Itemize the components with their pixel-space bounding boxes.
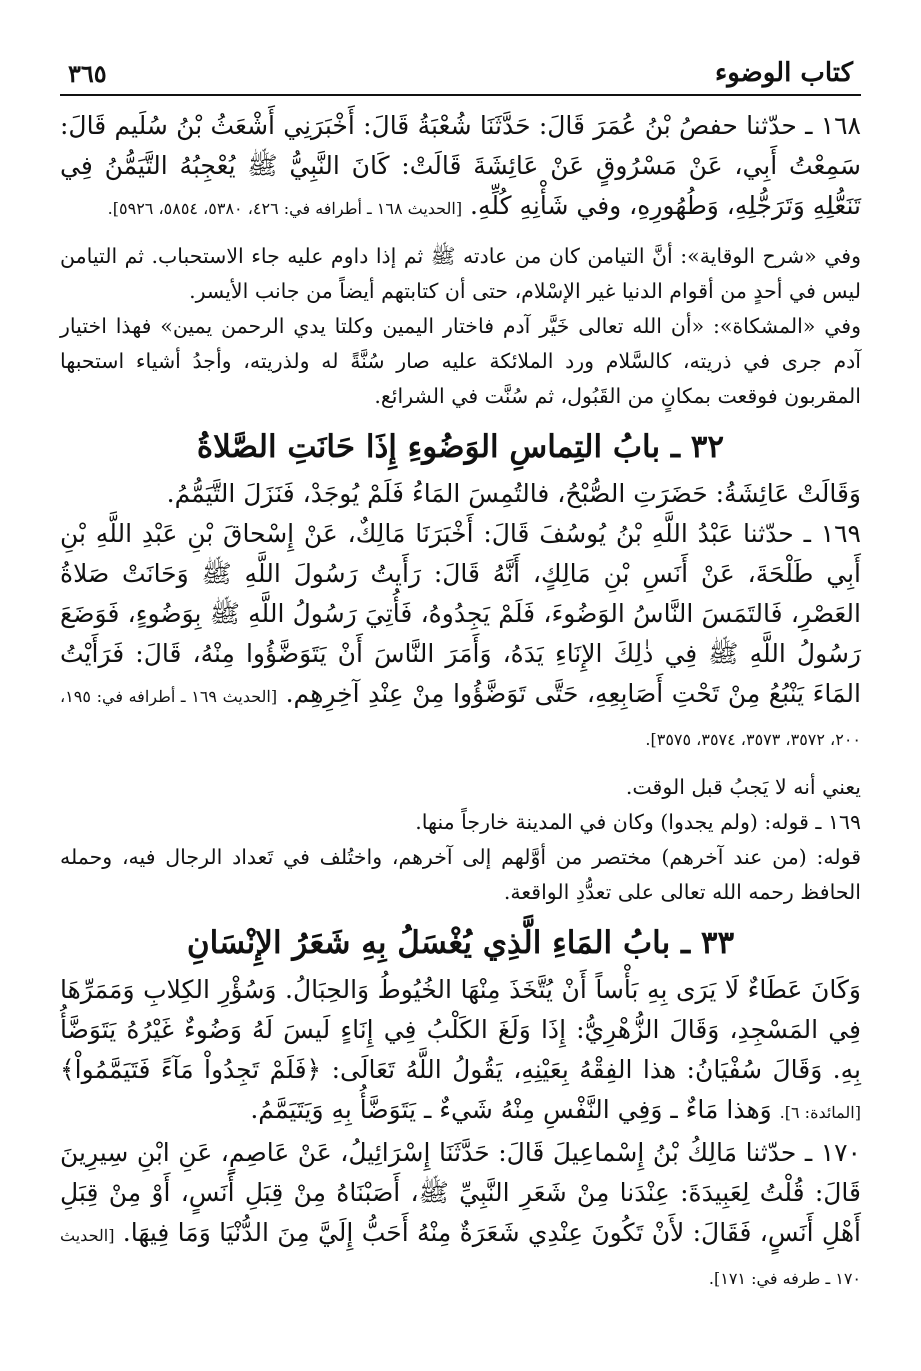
hadith-170 [60,1133,861,1299]
chapter-33-intro-text: وَكَانَ عَطَاءٌ لَا يَرَى بِهِ بَأْساً أَنْ يُتَّخَذَ مِنْهَا الخُيُوطُ وَالحِبَالُ. وَسُؤْرِ الكِلابِ وَمَمَرِّهَا فِي المَسْجِدِ، وَقَالَ الزُّهْرِيُّ: إِذَا وَلَغَ الكَلْبُ فِي إِنَاءٍ لَيسَ لَهُ وَضُوءٌ غَيْرُهُ يَتَوَضَّأُ بِهِ. وَقَالَ سُفْيَانُ: هذا الفِقْهُ بِعَيْنِهِ، يَقُولُ اللَّهُ تَعَالَى: ﴿فَلَمْ تَجِدُواْ مَآءً فَتَيَمَّمُواْ﴾ [60,975,861,1084]
commentary-2-line1: يعني أنه لا يَجبُ قبل الوقت. [625,775,861,799]
hadith-170-ref: [الحديث ١٧٠ ـ طرفه في: ١٧١]. [60,1226,861,1288]
page-header [60,48,861,96]
chapter-33-intro-end: وَهذا مَاءٌ ـ وَفِي النَّفْسِ مِنْهُ شَيءٌ ـ يَتَوَضَّأُ بِهِ وَيَتَيَمَّمُ. [250,1095,772,1124]
hadith-168-ref: [الحديث ١٦٨ ـ أطرافه في: ٤٢٦، ٥٣٨٠، ٥٨٥٤، ٥٩٢٦]. [107,199,463,218]
chapter-33-title: ٣٣ ـ بابُ المَاءِ الَّذِي يُغْسَلُ بِهِ شَعَرُ الإِنْسَانِ [186,925,735,961]
commentary-2-line3: قوله: (من عند آخرهم) مختصر من أوَّلهم إلى آخرهم، واختُلف في تَعداد الرجال فيه، وحمله الحافظ رحمه الله تعالى على تعدُّدِ الواقعة. [60,845,861,904]
chapter-32-title: ٣٢ ـ بابُ التِماسِ الوَضُوءِ إِذَا حَانَتِ الصَّلاةُ [196,429,725,465]
chapter-33-verse-ref: [المائدة: ٦]. [779,1103,861,1122]
commentary-2 [60,770,861,910]
hadith-168-text: ١٦٨ ـ حدّثنا حفصُ بْنُ عُمَرَ قَالَ: حَدَّثَنَا شُعْبَةُ قَالَ: أَخْبَرَنِي أَشْعَثُ بْنُ سُلَيم قَالَ: سَمِعْتُ أَبِي، عَنْ مَسْرُوقٍ عَنْ عَائِشَةَ قَالَتْ: كَانَ النَّبِيُّ ﷺ يُعْجِبُهُ التَّيَمُّنُ فِي تَنَعُّلِهِ وَتَرَجُّلِهِ، وَطُهُورِهِ، وفي شَأْنِهِ كُلِّهِ. [60,111,861,220]
commentary-1 [60,239,861,414]
commentary-1-line2: وفي «المشكاة»: «أن الله تعالى خَيَّر آدم فاختار اليمين وكلتا يدي الرحمن يمين» فهذا اختيار آدم جرى في ذريته، كالسَّلام ورد الملائكة عليه صار سُنَّةً له ولذريته، وأجدُ أشياء استحبها المقربون فوقعت بمكانٍ من القَبُول، ثم سُنَّت في الشرائع. [60,314,861,408]
running-title: كتاب الوضوء [715,58,853,88]
hadith-169 [60,514,861,760]
hadith-170-text: ١٧٠ ـ حدّثنا مَالِكُ بْنُ إِسْماعِيلَ قَالَ: حَدَّثَنَا إِسْرَائِيلُ، عَنْ عَاصِمٍ، عَنِ ابْنِ سِيرِينَ قَالَ: قُلْتُ لِعَبِيدَةَ: عِنْدَنا مِنْ شَعَرِ النَّبِيِّ ﷺ، أَصَبْنَاهُ مِنْ قِبَلِ أَنَسٍ، أَوْ مِنْ قِبَلِ أَهْلِ أَنَسٍ، فَقَالَ: لأَنْ تَكُونَ عِنْدِي شَعَرَةٌ مِنْهُ أَحَبُّ إِلَيَّ مِنَ الدُّنْيَا وَمَا فِيهَا. [60,1138,861,1247]
hadith-168 [60,106,861,229]
chapter-32-intro: وَقَالَتْ عَائِشَةُ: حَضَرَتِ الصُّبْحُ، فالتُمِسَ المَاءُ فَلَمْ يُوجَدْ، فَنَزَلَ التَّيَمُّمُ. [166,479,861,508]
page-number: ٣٦٥ [68,59,107,88]
commentary-1-line1: وفي «شرح الوقاية»: أنَّ التيامن كان من عادته ﷺ ثم إذا داوم عليه جاء الاستحباب. ثم التيامن ليس في أحدٍ من أقوام الدنيا غير الإسْلام، حتى أن كتابتهم أيضاً من جانب الأيسر. [60,244,861,303]
hadith-169-ref: [الحديث ١٦٩ ـ أطرافه في: ١٩٥، ٢٠٠، ٣٥٧٢، ٣٥٧٣، ٣٥٧٤، ٣٥٧٥]. [60,687,861,749]
chapter-33-intro [60,970,861,1133]
hadith-169-text: ١٦٩ ـ حدّثنا عَبْدُ اللَّهِ بْنُ يُوسُفَ قَالَ: أَخْبَرَنَا مَالِكٌ، عَنْ إِسْحاقَ بْنِ عَبْدِ اللَّهِ بْنِ أَبِي طَلْحَةَ، عَنْ أَنَسِ بْنِ مَالِكٍ، أَنَّهُ قَالَ: رَأَيتُ رَسُولَ اللَّهِ ﷺ وَحَانَتْ صَلاةُ العَصْرِ، فَالتَمَسَ النَّاسُ الوَضُوءَ، فَلَمْ يَجِدُوهُ، فَأُتِيَ رَسُولُ اللَّهِ ﷺ بِوَضُوءٍ، فَوَضَعَ رَسُولُ اللَّهِ ﷺ فِي ذٰلِكَ الإِنَاءِ يَدَهُ، وَأَمَرَ النَّاسَ أَنْ يَتَوَضَّؤُوا مِنْهُ، قَالَ: فَرَأَيْتُ المَاءَ يَنْبُعُ مِنْ تَحْتِ أَصَابِعِهِ، حَتَّى تَوَضَّؤُوا مِنْ عِنْدِ آخِرِهِم. [60,519,861,708]
commentary-2-line2: ١٦٩ ـ قوله: (ولم يجدوا) وكان في المدينة خارجاً منها. [415,810,861,834]
